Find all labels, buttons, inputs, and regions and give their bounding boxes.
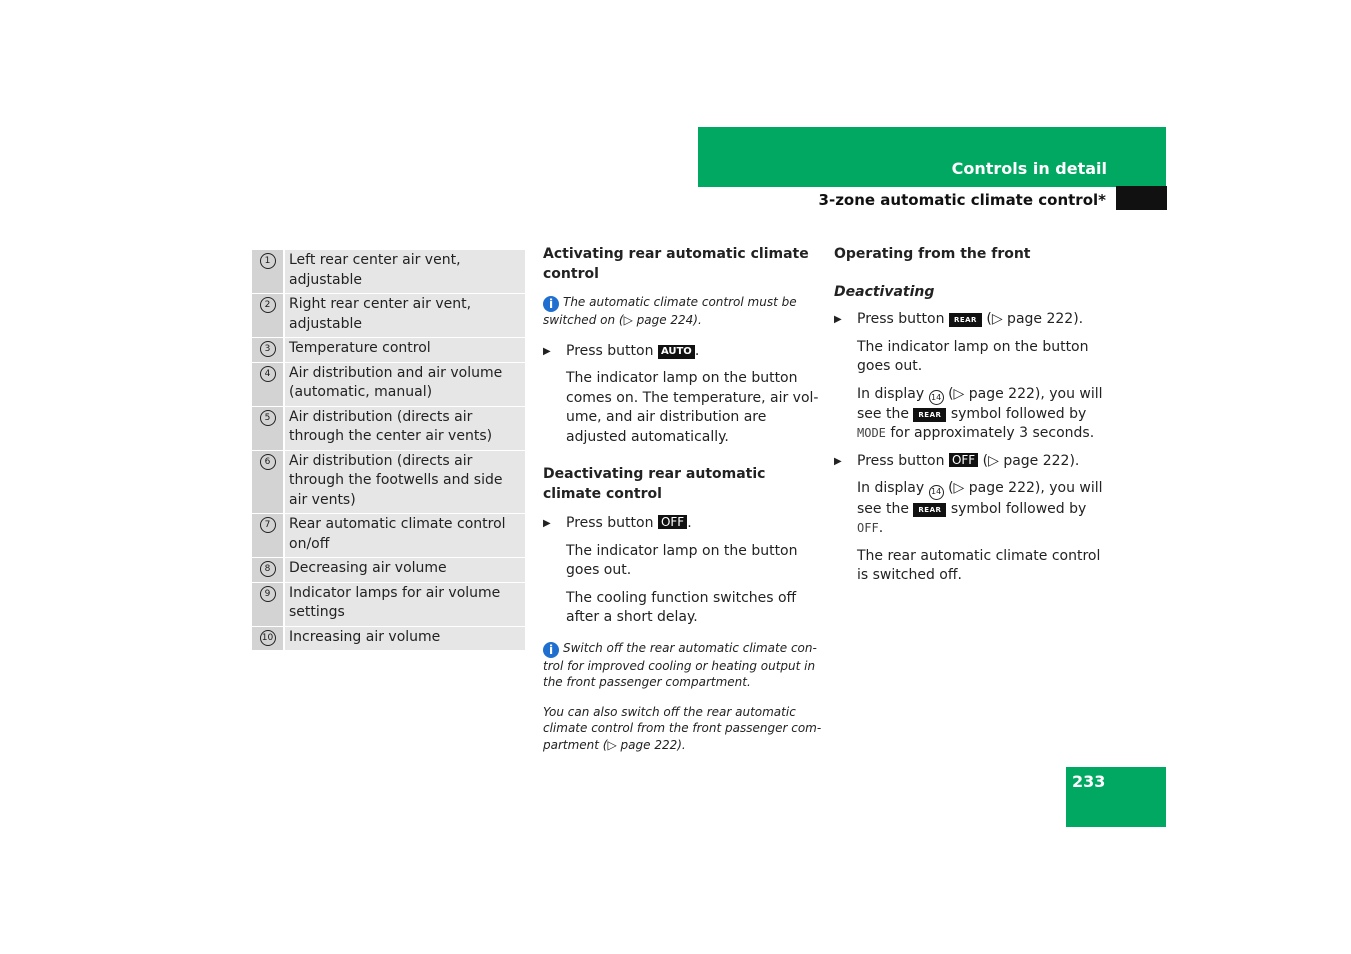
subheading-deactivating: Deactivating [834, 283, 935, 300]
paragraph: The cooling function switches off after a short delay. [566, 589, 797, 625]
legend-text: Temperature control [289, 340, 431, 356]
rear-symbol-icon: REAR [913, 408, 946, 422]
auto-button-icon: AUTO [658, 345, 695, 359]
legend-table [252, 250, 525, 651]
legend-row [252, 294, 525, 338]
heading-activating: Activating rear automatic climate control [543, 246, 809, 282]
legend-text: Rear automatic climate control on/off [289, 516, 506, 552]
paragraph: The indicator lamp on the button comes on. The temperature, air vol-ume, and air distribution are adjusted automatically. [566, 370, 819, 445]
step-press-off: ▶ Press button OFF . [543, 514, 823, 534]
page-number: 233 [1072, 772, 1106, 791]
paragraph: In display 14 (▷ page 222), you will see the REAR symbol followed by MODE for approximately 3 seconds. [857, 385, 1103, 442]
circled-number-icon: 4 [260, 366, 276, 382]
bullet-triangle-icon: ▶ [834, 314, 842, 325]
info-icon: i [543, 642, 559, 658]
legend-text: Air distribution and air volume (automatic, manual) [289, 364, 503, 400]
circled-number-icon: 6 [260, 454, 276, 470]
info-note-continued: You can also switch off the rear automatic climate control from the front passenger com-partment (▷ page 222). [543, 704, 822, 752]
bullet-triangle-icon: ▶ [834, 455, 842, 467]
legend-text: Indicator lamps for air volume settings [289, 584, 501, 620]
circled-number-icon: 3 [260, 341, 276, 357]
display-number-icon: 14 [929, 485, 944, 500]
bullet-triangle-icon: ▶ [543, 518, 551, 529]
legend-number [252, 627, 285, 651]
circled-number-icon: 5 [260, 410, 276, 426]
display-number-icon: 14 [929, 390, 944, 405]
rear-symbol-icon: REAR [913, 503, 946, 517]
column-operating-front [834, 245, 1114, 594]
legend-row [252, 363, 525, 407]
circled-number-icon: 2 [260, 297, 276, 313]
column-activating [543, 245, 823, 766]
legend-text: Right rear center air vent, adjustable [289, 296, 472, 332]
step-press-off-front: ▶ Press button OFF (▷ page 222). [834, 452, 1114, 472]
header-marker [1116, 186, 1167, 210]
paragraph: The rear automatic climate control is switched off. [857, 547, 1101, 583]
circled-number-icon: 9 [260, 586, 276, 602]
step-press-rear: ▶ Press button REAR (▷ page 222). [834, 310, 1114, 330]
subsection-title: 3-zone automatic climate control* [818, 191, 1106, 209]
circled-number-icon: 7 [260, 517, 276, 533]
legend-text: Air distribution (directs air through the footwells and side air vents) [289, 452, 503, 508]
legend-row [252, 407, 525, 451]
circled-number-icon: 1 [260, 253, 276, 269]
legend-number [252, 451, 285, 514]
legend-row [252, 627, 525, 652]
legend-row [252, 338, 525, 363]
legend-number [252, 407, 285, 450]
info-icon: i [543, 296, 559, 312]
legend-number [252, 294, 285, 337]
legend-number [252, 250, 285, 293]
legend-row [252, 583, 525, 627]
paragraph: In display 14 (▷ page 222), you will see the REAR symbol followed by OFF. [857, 480, 1103, 536]
mode-text: MODE [857, 426, 886, 441]
off-text: OFF [857, 521, 879, 535]
bullet-triangle-icon: ▶ [543, 345, 551, 357]
paragraph: The indicator lamp on the button goes out. [566, 542, 798, 578]
legend-number [252, 363, 285, 406]
info-note: i The automatic climate control must be switched on (▷ page 224). [543, 295, 797, 327]
legend-number [252, 583, 285, 626]
legend-row [252, 451, 525, 515]
step-press-auto: ▶ Press button AUTO . [543, 342, 823, 362]
heading-deactivating: Deactivating rear automatic climate control [543, 466, 766, 502]
off-button-icon: OFF [658, 515, 687, 529]
heading-operating-front: Operating from the front [834, 246, 1031, 262]
off-button-icon: OFF [949, 453, 978, 467]
legend-number [252, 558, 285, 582]
rear-button-icon: REAR [949, 313, 982, 327]
legend-text: Air distribution (directs air through the center air vents) [289, 408, 493, 444]
circled-number-icon: 8 [260, 561, 276, 577]
legend-row [252, 514, 525, 558]
legend-number [252, 338, 285, 362]
legend-text: Left rear center air vent, adjustable [289, 252, 461, 288]
circled-number-icon: 10 [260, 630, 276, 646]
header-band [698, 127, 1166, 187]
legend-row [252, 250, 525, 294]
info-note: i Switch off the rear automatic climate con-trol for improved cooling or heating output in the front passenger compartment. [543, 640, 817, 689]
legend-text: Increasing air volume [289, 628, 441, 645]
legend-text: Decreasing air volume [289, 560, 447, 576]
section-title: Controls in detail [951, 159, 1107, 178]
legend-row [252, 558, 525, 583]
legend-number [252, 514, 285, 557]
paragraph: The indicator lamp on the button goes out. [857, 338, 1089, 374]
